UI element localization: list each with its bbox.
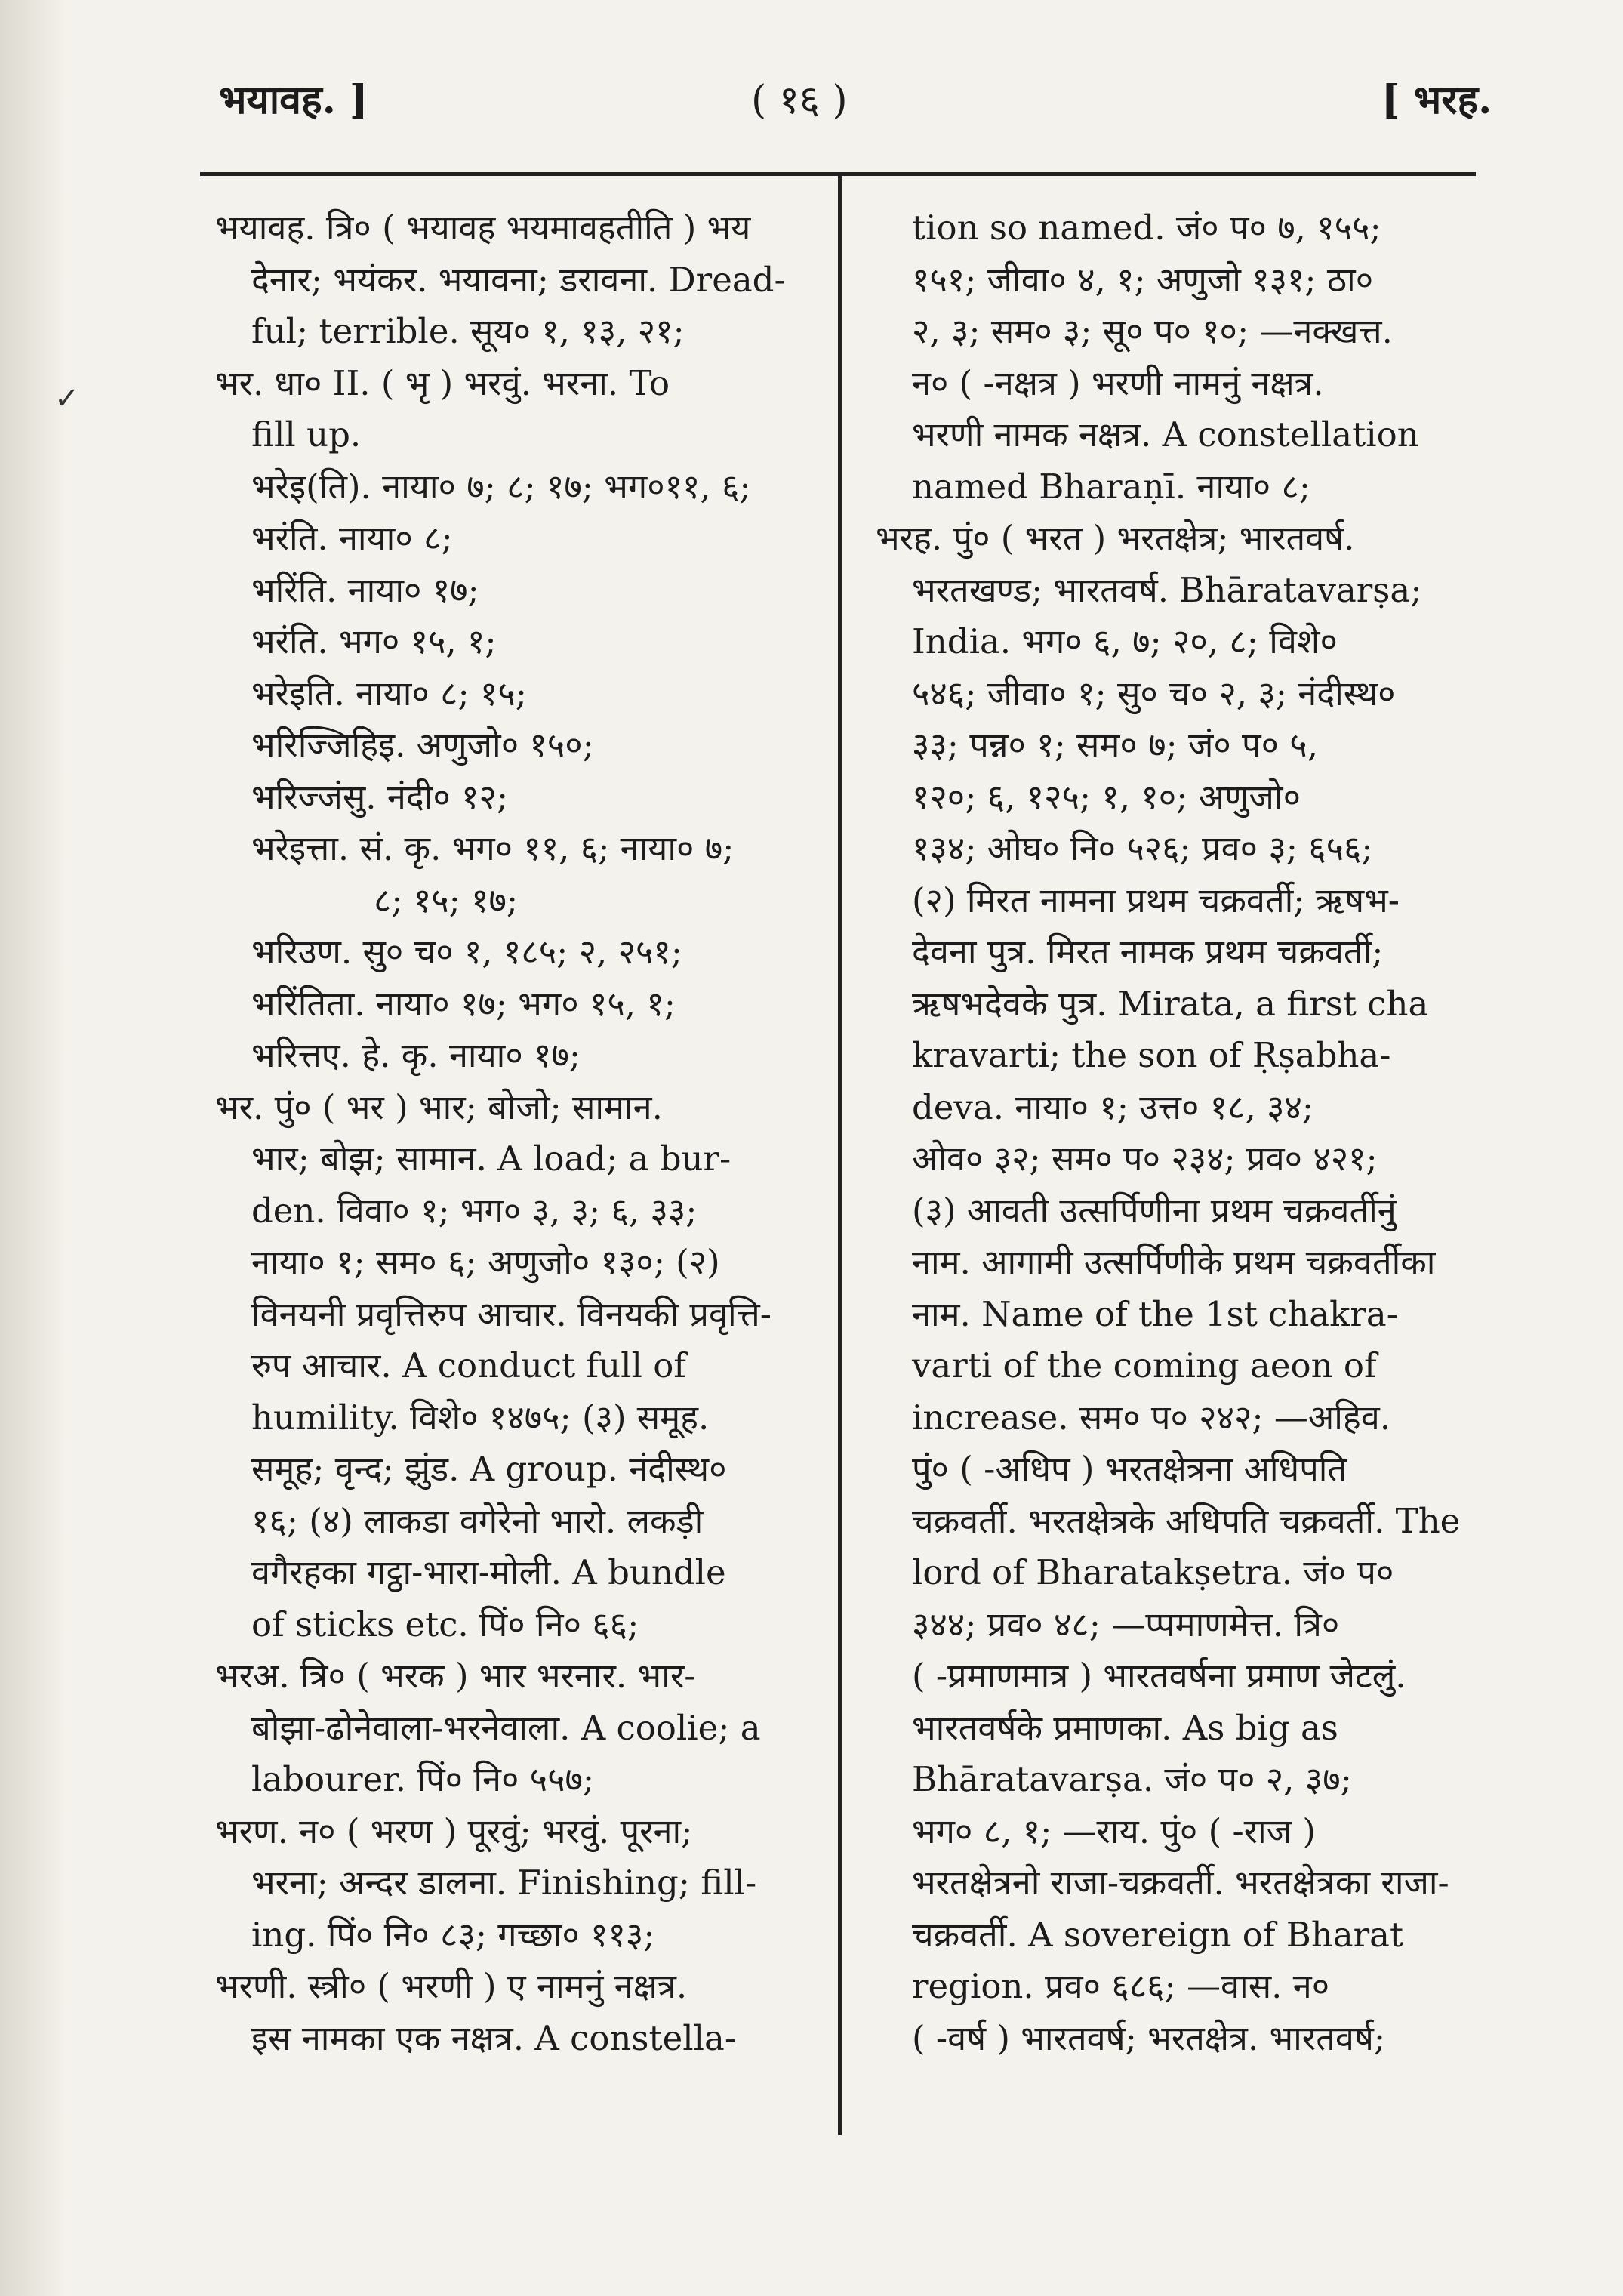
left-column-line: ८; १५; १७;	[374, 880, 519, 920]
left-column-line: भरण. न० ( भरण ) पूरवुं; भरवुं. पूरना;	[215, 1811, 693, 1851]
left-column-line: भयावह. त्रि० ( भयावह भयमावहतीति ) भय	[215, 208, 751, 248]
right-column-line: चक्रवर्ती. A sovereign of Bharat	[912, 1914, 1404, 1955]
left-column-line: भार; बोझ; सामान. A load; a bur-	[251, 1139, 731, 1179]
right-column-line: भग० ८, १; —राय. पुं० ( -राज )	[912, 1811, 1316, 1851]
left-column-line: भरेइति. नाया० ८; १५;	[251, 673, 527, 713]
left-column-line: भर. धा० II. ( भृ ) भरवुं. भरना. To	[215, 362, 670, 403]
left-column-line: वगैरहका गट्ठा-भारा-मोली. A bundle	[251, 1552, 726, 1592]
right-column-line: १३४; ओघ० नि० ५२६; प्रव० ३; ६५६;	[912, 828, 1373, 868]
right-column-line: ३३; पन्न० १; सम० ७; जं० प० ५,	[912, 725, 1319, 765]
left-column-line: भरंति. भग० १५, १;	[251, 621, 497, 661]
left-column-line: रुप आचार. A conduct full of	[251, 1345, 686, 1385]
right-column-line: न० ( -नक्षत्र ) भरणी नामनुं नक्षत्र.	[912, 362, 1324, 403]
right-column-line: tion so named. जं० प० ७, १५५;	[912, 208, 1381, 248]
right-column-line: भरणी नामक नक्षत्र. A constellation	[912, 415, 1419, 455]
page-number: ( १६ )	[751, 78, 848, 123]
page-binding-edge	[0, 0, 68, 2296]
left-column-line: भरेइत्ता. सं. कृ. भग० ११, ६; नाया० ७;	[251, 828, 735, 868]
left-column-line: humility. विशे० १४७५; (३) समूह.	[251, 1397, 710, 1438]
column-divider	[838, 172, 842, 2135]
left-column-line: भरणी. स्त्री० ( भरणी ) ए नामनुं नक्षत्र.	[215, 1966, 688, 2006]
left-column-line: भरित्तए. हे. कृ. नाया० १७;	[251, 1035, 581, 1075]
left-column-line: भरिज्जिहिइ. अणुजो० १५०;	[251, 725, 594, 765]
right-column-line: ( -प्रमाणमात्र ) भारतवर्षना प्रमाण जेटलुं.	[912, 1656, 1406, 1696]
right-column-line: increase. सम० प० २४२; —अहिव.	[912, 1397, 1391, 1438]
right-column-line: India. भग० ६, ७; २०, ८; विशे०	[912, 621, 1338, 661]
right-column	[876, 202, 1464, 2064]
right-column-line: Bhāratavarṣa. जं० प० २, ३७;	[912, 1759, 1352, 1799]
right-column-line: देवना पुत्र. मिरत नामक प्रथम चक्रवर्ती;	[912, 932, 1384, 972]
left-column-line: भरिज्जंसु. नंदी० १२;	[251, 776, 509, 817]
right-column-line: भरह. पुं० ( भरत ) भरतक्षेत्र; भारतवर्ष.	[876, 518, 1355, 558]
right-column-line: region. प्रव० ६८६; —वास. न०	[912, 1966, 1330, 2006]
left-column-line: भरेइ(ति). नाया० ७; ८; १७; भग०११, ६;	[251, 466, 751, 507]
right-column-line: चक्रवर्ती. भरतक्षेत्रके अधिपति चक्रवर्ती. The	[912, 1500, 1461, 1541]
check-mark-icon: ✓	[54, 381, 80, 416]
right-column-line: ( -वर्ष ) भारतवर्ष; भरतक्षेत्र. भारतवर्ष;	[912, 2017, 1386, 2058]
header-first-entry: भयावह. ]	[219, 77, 368, 123]
header-last-entry: [ भरह.	[1381, 77, 1492, 123]
right-column-line: भरतक्षेत्रनो राजा-चक्रवर्ती. भरतक्षेत्रका राजा-	[912, 1863, 1449, 1903]
right-column-line: kravarti; the son of Ṛṣabha-	[912, 1035, 1391, 1075]
left-column-line: ing. पिं० नि० ८३; गच्छा० ११३;	[251, 1914, 655, 1955]
left-column-line: भरिंतिता. नाया० १७; भग० १५, १;	[251, 983, 676, 1024]
left-column-line: of sticks etc. पिं० नि० ६६;	[251, 1604, 639, 1644]
right-column-line: ओव० ३२; सम० प० २३४; प्रव० ४२१;	[912, 1139, 1378, 1179]
left-column-line: समूह; वृन्द; झुंड. A group. नंदीस्थ०	[251, 1449, 727, 1489]
right-column-line: deva. नाया० १; उत्त० १८, ३४;	[912, 1086, 1314, 1127]
left-column-line: देनार; भयंकर. भयावना; डरावना. Dread-	[251, 259, 786, 300]
left-column-line: बोझा-ढोनेवाला-भरनेवाला. A coolie; a	[251, 1707, 761, 1748]
right-column-line: ५४६; जीवा० १; सु० च० २, ३; नंदीस्थ०	[912, 673, 1396, 713]
left-column-line: विनयनी प्रवृत्तिरुप आचार. विनयकी प्रवृत्ति-	[251, 1293, 771, 1334]
left-column-line: इस नामका एक नक्षत्र. A constella-	[251, 2017, 737, 2058]
right-column-line: भरतखण्ड; भारतवर्ष. Bhāratavarṣa;	[912, 569, 1422, 610]
left-column-line: भर. पुं० ( भर ) भार; बोजो; सामान.	[215, 1086, 663, 1127]
left-column-line: fill up.	[251, 415, 362, 455]
right-column-line: १५१; जीवा० ४, १; अणुजो १३१; ठा०	[912, 259, 1374, 300]
right-column-line: (३) आवती उत्सर्पिणीना प्रथम चक्रवर्तीनुं	[912, 1190, 1397, 1231]
left-column-line: नाया० १; सम० ६; अणुजो० १३०; (२)	[251, 1242, 720, 1282]
right-column-line: lord of Bharatakṣetra. जं० प०	[912, 1552, 1394, 1592]
right-column-line: ३४४; प्रव० ४८; —प्पमाणमेत्त. त्रि०	[912, 1604, 1340, 1644]
left-column-line: ful; terrible. सूय० १, १३, २१;	[251, 311, 685, 351]
right-column-line: नाम. Name of the 1st chakra-	[912, 1293, 1398, 1334]
right-column-line: named Bharaṇī. नाया० ८;	[912, 466, 1311, 507]
right-column-line: (२) मिरत नामना प्रथम चक्रवर्ती; ऋषभ-	[912, 880, 1400, 920]
left-column-line: १६; (४) लाकडा वगेरेनो भारो. लकड़ी	[251, 1500, 704, 1541]
left-column-line: भरिउण. सु० च० १, १८५; २, २५१;	[251, 932, 682, 972]
right-column-line: पुं० ( -अधिप ) भरतक्षेत्रना अधिपति	[912, 1449, 1347, 1489]
right-column-line: भारतवर्षके प्रमाणका. As big as	[912, 1707, 1338, 1748]
left-column-line: भरअ. त्रि० ( भरक ) भार भरनार. भार-	[215, 1656, 696, 1696]
running-header	[0, 72, 1623, 132]
right-column-line: १२०; ६, १२५; १, १०; अणुजो०	[912, 776, 1301, 817]
left-column-line: den. विवा० १; भग० ३, ३; ६, ३३;	[251, 1190, 698, 1231]
right-column-line: नाम. आगामी उत्सर्पिणीके प्रथम चक्रवर्तीका	[912, 1242, 1436, 1282]
left-column	[215, 202, 819, 2064]
left-column-line: labourer. पिं० नि० ५५७;	[251, 1759, 595, 1799]
left-column-line: भरना; अन्दर डालना. Finishing; fill-	[251, 1863, 757, 1903]
right-column-line: varti of the coming aeon of	[912, 1345, 1377, 1385]
left-column-line: भरिंति. नाया० १७;	[251, 569, 479, 610]
right-column-line: २, ३; सम० ३; सू० प० १०; —नक्खत्त.	[912, 311, 1393, 351]
left-column-line: भरंति. नाया० ८;	[251, 518, 453, 558]
right-column-line: ऋषभदेवके पुत्र. Mirata, a first cha	[912, 983, 1429, 1024]
